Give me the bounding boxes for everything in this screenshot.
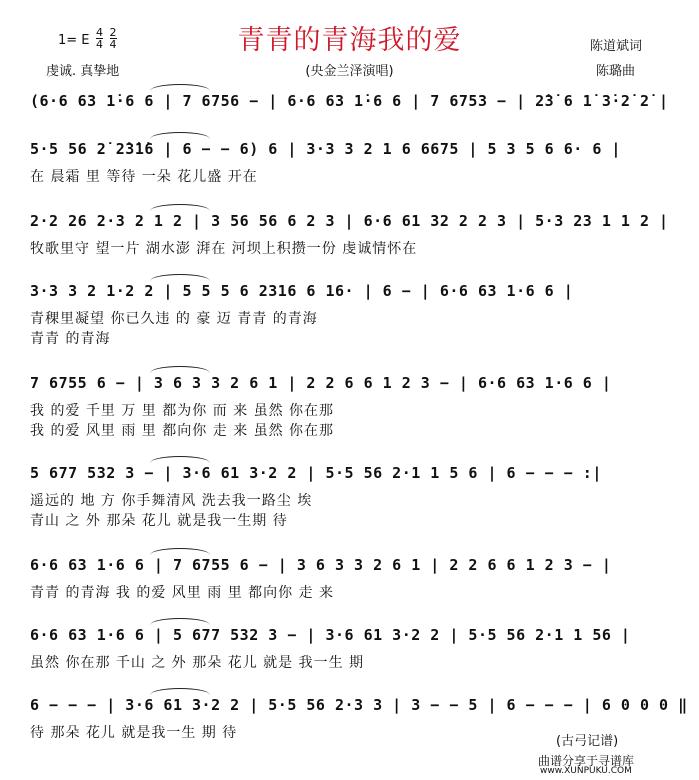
style-marking: 虔诚. 真挚地 [46,64,120,79]
watermark-url: www.XUNPUKU.COM [540,766,632,776]
meter-4-4: $\frac{4}{4}$ [96,26,103,51]
lyric-line: 青青 的青海 我 的爱 风里 雨 里 都向你 走 来 [30,585,335,601]
lyric-line: 虽然 你在那 千山 之 外 那朵 花儿 就是 我一生 期 [30,655,365,671]
slur-mark [150,204,210,211]
notation-line: 6 − − − | 3·6 61 3·2 2 | 5·5 56 2·3 3 | 3 − − 5 | 6 − − − | 6 0 0 0 ‖ [30,696,688,714]
watermark: 曲谱分享于寻谱库 [538,754,635,768]
slur-mark [150,274,210,281]
lyric-line: 遥远的 地 方 你手舞清风 洗去我一路尘 埃 [30,493,313,509]
meter-2-4: $\frac{2}{4}$ [109,26,117,51]
lyric-line: 我 的爱 风里 雨 里 都向你 走 来 虽然 你在那 [30,423,335,439]
lyricist: 陈道斌词 [590,39,643,54]
transcriber-credit: (古弓记谱) [556,734,619,749]
slur-mark [150,84,210,91]
notation-line: 2·2 26 2·3 2 1 2 | 3 56 56 6 2 3 | 6·6 61 32 2 2 3 | 5·3 23 1 1 2 | [30,212,669,230]
slur-mark [150,618,210,625]
slur-mark [150,132,210,139]
page-title: 青青的青海我的爱 [237,25,462,56]
notation-line: 5·5 56 2̇ 2̇3̇1̇6 | 6 − − 6) 6 | 3·3 3 2 1 6 6675 | 5 3 5 6 6· 6 | [30,140,621,158]
key-signature: 1= E [58,33,90,48]
notation-line: 7 6755 6 − | 3 6 3 3 2 6 1 | 2 2 6 6 1 2 3 − | 6·6 63 1·6 6 | [30,374,612,392]
time-signature [96,27,120,50]
notation-line: (6·6 63 1̇·6 6 | 7 6756 − | 6·6 63 1̇·6 6 | 7 6753 − | 2̇3̇ 6 1̇ 3̇·2̇ 2̇ | [30,92,669,110]
lyric-line: 待 那朵 花儿 就是我一生 期 待 [30,725,238,741]
slur-mark [150,548,210,555]
notation-line: 3·3 3 2 1·2 2 | 5 5 5 6 2316 6 16· | 6 − | 6·6 63 1·6 6 | [30,282,574,300]
lyric-line: 我 的爱 千里 万 里 都为你 而 来 虽然 你在那 [30,403,335,419]
slur-mark [150,688,210,695]
lyric-line: 在 晨霜 里 等待 一朵 花儿盛 开在 [30,169,258,185]
performer: (央金兰泽演唱) [305,64,394,79]
slur-mark [150,456,210,463]
slur-mark [150,366,210,373]
notation-line: 5 677 532 3 − | 3·6 61 3·2 2 | 5·5 56 2·1 1 5 6 | 6 − − − :| [30,464,602,482]
lyric-line: 青青 的青海 [30,331,111,347]
notation-line: 6·6 63 1·6 6 | 7 6755 6 − | 3 6 3 3 2 6 1 | 2 2 6 6 1 2 3 − | [30,556,612,574]
notation-line: 6·6 63 1·6 6 | 5 677 532 3 − | 3·6 61 3·2 2 | 5·5 56 2·1 1 56 | [30,626,631,644]
lyric-line: 牧歌里守 望一片 湖水澎 湃在 河坝上积攒一份 虔诚情怀在 [30,241,418,257]
lyric-line: 青稞里凝望 你已久违 的 豪 迈 青青 的青海 [30,311,318,327]
composer: 陈璐曲 [596,64,636,79]
lyric-line: 青山 之 外 那朵 花儿 就是我一生期 待 [30,513,288,529]
